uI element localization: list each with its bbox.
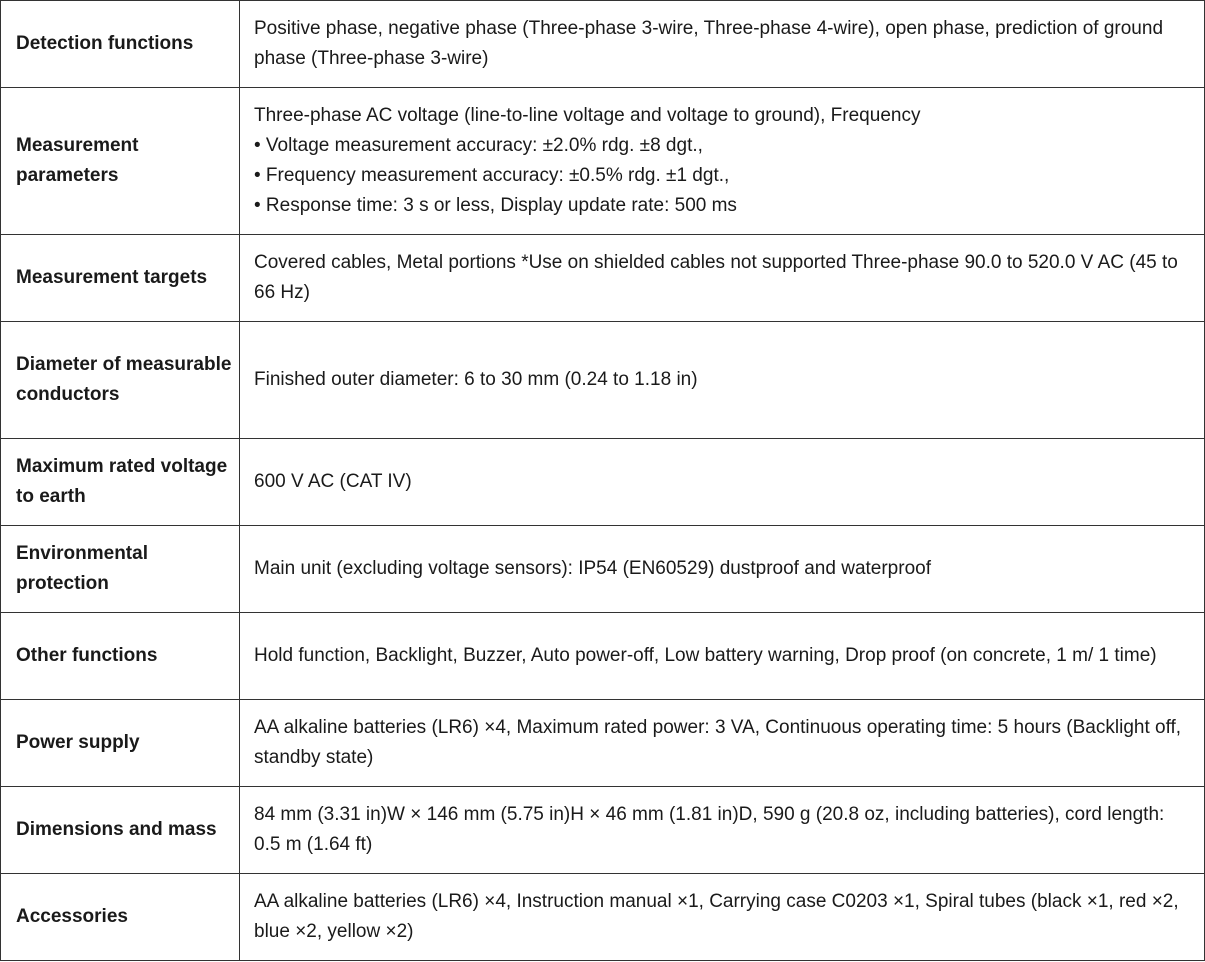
value-line: • Frequency measurement accuracy: ±0.5% rdg. ±1 dgt., <box>254 165 730 186</box>
row-label: Power supply <box>1 700 240 787</box>
table-row <box>1 613 1205 700</box>
row-value: Hold function, Backlight, Buzzer, Auto power-off, Low battery warning, Drop proof (on concrete, 1 m/ 1 time) <box>240 613 1205 700</box>
table-row <box>1 322 1205 439</box>
row-value: 600 V AC (CAT IV) <box>240 439 1205 526</box>
row-label: Detection functions <box>1 1 240 88</box>
table-row <box>1 874 1205 961</box>
value-line: • Response time: 3 s or less, Display update rate: 500 ms <box>254 195 737 216</box>
row-label: Diameter of measurable conductors <box>1 322 240 439</box>
row-value <box>240 88 1205 235</box>
table-row <box>1 526 1205 613</box>
row-value: Main unit (excluding voltage sensors): IP54 (EN60529) dustproof and waterproof <box>240 526 1205 613</box>
row-label: Accessories <box>1 874 240 961</box>
table-row <box>1 439 1205 526</box>
table-row <box>1 235 1205 322</box>
row-label: Maximum rated voltage to earth <box>1 439 240 526</box>
row-label: Environmental protection <box>1 526 240 613</box>
value-line: • Voltage measurement accuracy: ±2.0% rdg. ±8 dgt., <box>254 135 703 156</box>
table-row <box>1 787 1205 874</box>
row-value: Covered cables, Metal portions *Use on shielded cables not supported Three-phase 90.0 to 520.0 V AC (45 to 66 Hz) <box>240 235 1205 322</box>
row-label: Measurement targets <box>1 235 240 322</box>
table-row <box>1 88 1205 235</box>
row-label: Measurement parameters <box>1 88 240 235</box>
table-row <box>1 1 1205 88</box>
row-label: Other functions <box>1 613 240 700</box>
row-value: 84 mm (3.31 in)W × 146 mm (5.75 in)H × 46 mm (1.81 in)D, 590 g (20.8 oz, including batteries), cord length: 0.5 m (1.64 ft) <box>240 787 1205 874</box>
row-value: Finished outer diameter: 6 to 30 mm (0.24 to 1.18 in) <box>240 322 1205 439</box>
row-label: Dimensions and mass <box>1 787 240 874</box>
row-value: AA alkaline batteries (LR6) ×4, Instruction manual ×1, Carrying case C0203 ×1, Spiral tubes (black ×1, red ×2, blue ×2, yellow ×2) <box>240 874 1205 961</box>
row-value: Positive phase, negative phase (Three-phase 3-wire, Three-phase 4-wire), open phase, prediction of ground phase (Three-phase 3-wire) <box>240 1 1205 88</box>
table-row <box>1 700 1205 787</box>
row-value: AA alkaline batteries (LR6) ×4, Maximum rated power: 3 VA, Continuous operating time: 5 hours (Backlight off, standby state) <box>240 700 1205 787</box>
value-line: Three-phase AC voltage (line-to-line voltage and voltage to ground), Frequency <box>254 105 921 126</box>
